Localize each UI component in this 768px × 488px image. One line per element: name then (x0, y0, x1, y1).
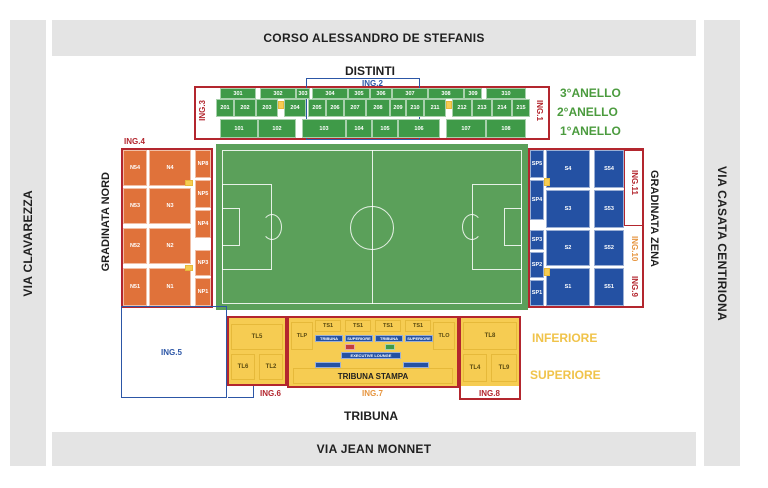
sector-sp1[interactable]: SP1 (530, 280, 544, 306)
sector-ts1-a[interactable]: TS1 (315, 320, 341, 332)
ring3-label: 3°ANELLO (560, 86, 621, 100)
pitch (216, 144, 528, 310)
gate-ing2[interactable]: ING.2 (362, 79, 383, 88)
sector-201[interactable]: 201 (216, 99, 234, 117)
sector-n53[interactable]: N53 (123, 188, 147, 224)
sector-104[interactable]: 104 (346, 119, 372, 138)
sector-tl2[interactable]: TL2 (259, 354, 283, 380)
sector-s53[interactable]: S53 (594, 190, 624, 228)
vip-box-green (385, 344, 395, 350)
gate-ing11[interactable]: ING.11 (630, 170, 639, 195)
ring2-row (216, 99, 530, 117)
sector-205[interactable]: 205 (308, 99, 326, 117)
sector-tl9[interactable]: TL9 (491, 354, 517, 382)
gate-ing6[interactable]: ING.6 (260, 389, 281, 398)
gate-ing1[interactable]: ING.1 (535, 100, 544, 121)
sector-tl6[interactable]: TL6 (231, 354, 255, 380)
gate-ing9[interactable]: ING.9 (630, 276, 639, 297)
sector-107[interactable]: 107 (446, 119, 486, 138)
road-right-label: VIA CASATA CENTIRIONA (715, 165, 729, 321)
ing5-area-fill (228, 384, 254, 398)
sector-101[interactable]: 101 (220, 119, 258, 138)
sector-306[interactable]: 306 (370, 88, 392, 99)
sector-215[interactable]: 215 (512, 99, 530, 117)
sector-303[interactable]: 303 (296, 88, 310, 99)
sector-206[interactable]: 206 (326, 99, 344, 117)
sector-307[interactable]: 307 (392, 88, 428, 99)
sector-302[interactable]: 302 (260, 88, 296, 99)
sector-n52[interactable]: N52 (123, 228, 147, 264)
sector-np5[interactable]: NP5 (195, 180, 211, 208)
tribuna-left (229, 318, 285, 384)
penalty-arc-left (262, 214, 282, 240)
gate-ing8[interactable]: ING.8 (479, 389, 500, 398)
road-left (10, 20, 46, 466)
executive-lounge[interactable]: EXECUTIVE LOUNGE (341, 352, 401, 359)
sector-s2[interactable]: S2 (546, 230, 590, 266)
sector-ts1-d[interactable]: TS1 (405, 320, 431, 332)
sector-n4[interactable]: N4 (149, 150, 191, 186)
sector-tl5[interactable]: TL5 (231, 324, 283, 350)
sector-108[interactable]: 108 (486, 119, 526, 138)
sector-np1[interactable]: NP1 (195, 278, 211, 306)
sector-sp5[interactable]: SP5 (530, 150, 544, 178)
goal-area-left (222, 208, 240, 246)
sector-202[interactable]: 202 (234, 99, 256, 117)
sector-sp2[interactable]: SP2 (530, 252, 544, 278)
ring1-row (220, 119, 526, 138)
sector-211[interactable]: 211 (424, 99, 446, 117)
sector-ts1-b[interactable]: TS1 (345, 320, 371, 332)
tribuna-right (461, 318, 519, 386)
sector-n3[interactable]: N3 (149, 188, 191, 224)
center-circle (350, 206, 394, 250)
sector-305[interactable]: 305 (348, 88, 370, 99)
sector-s54[interactable]: S54 (594, 150, 624, 188)
sector-s4[interactable]: S4 (546, 150, 590, 188)
sector-n2[interactable]: N2 (149, 228, 191, 264)
sector-105[interactable]: 105 (372, 119, 398, 138)
gate-ing5[interactable]: ING.5 (161, 348, 182, 357)
sector-214[interactable]: 214 (492, 99, 512, 117)
sector-tribuna-2[interactable]: TRIBUNA (375, 335, 403, 342)
nord-seating (123, 150, 211, 306)
sector-s3[interactable]: S3 (546, 190, 590, 228)
aisle-marker (185, 265, 193, 271)
sector-s51[interactable]: S51 (594, 268, 624, 306)
tribuna-center (289, 318, 457, 386)
sector-210[interactable]: 210 (406, 99, 424, 117)
sector-n1[interactable]: N1 (149, 268, 191, 306)
sector-tl8[interactable]: TL8 (463, 322, 517, 350)
sector-207[interactable]: 207 (344, 99, 366, 117)
sector-304[interactable]: 304 (312, 88, 348, 99)
ring2-label: 2°ANELLO (557, 105, 618, 119)
tribuna-stampa[interactable]: TRIBUNA STAMPA (293, 368, 453, 384)
aisle-marker (544, 178, 550, 186)
sector-tlp[interactable]: TLP (291, 322, 313, 350)
sector-superiore-1[interactable]: SUPERIORE (345, 335, 373, 342)
sector-106[interactable]: 106 (398, 119, 440, 138)
sector-tribuna-1[interactable]: TRIBUNA (315, 335, 343, 342)
sector-sp4[interactable]: SP4 (530, 180, 544, 220)
sector-np8[interactable]: NP8 (195, 150, 211, 178)
vip-box-red (345, 344, 355, 350)
sector-np4[interactable]: NP4 (195, 210, 211, 238)
level-superiore: SUPERIORE (530, 368, 601, 382)
sector-204[interactable]: 204 (284, 99, 306, 117)
sector-superiore-2[interactable]: SUPERIORE (405, 335, 433, 342)
sector-ts1-c[interactable]: TS1 (375, 320, 401, 332)
sector-n54[interactable]: N54 (123, 150, 147, 186)
aisle-marker (544, 268, 550, 276)
sector-203[interactable]: 203 (256, 99, 278, 117)
level-inferiore: INFERIORE (532, 331, 598, 345)
sector-n51[interactable]: N51 (123, 268, 147, 306)
gate-ing3[interactable]: ING.3 (198, 100, 207, 121)
sector-209[interactable]: 209 (390, 99, 406, 117)
stand-label-tribuna: TRIBUNA (344, 409, 398, 423)
gate-ing10[interactable]: ING.10 (630, 236, 639, 262)
sector-208[interactable]: 208 (366, 99, 390, 117)
sector-309[interactable]: 309 (464, 88, 482, 99)
sector-np3[interactable]: NP3 (195, 250, 211, 276)
sector-308[interactable]: 308 (428, 88, 464, 99)
gate-ing4[interactable]: ING.4 (124, 137, 145, 146)
sector-103[interactable]: 103 (302, 119, 346, 138)
sector-213[interactable]: 213 (472, 99, 492, 117)
sector-301[interactable]: 301 (220, 88, 256, 99)
sector-tl4[interactable]: TL4 (463, 354, 487, 382)
sector-s1[interactable]: S1 (546, 268, 590, 306)
aisle-marker (185, 180, 193, 186)
gate-ing7[interactable]: ING.7 (362, 389, 383, 398)
stand-label-distinti: DISTINTI (345, 64, 395, 78)
zena-seating (530, 150, 624, 306)
sector-102[interactable]: 102 (258, 119, 296, 138)
sector-tlo[interactable]: TLO (433, 322, 455, 350)
sector-s52[interactable]: S52 (594, 230, 624, 266)
sector-310[interactable]: 310 (486, 88, 526, 99)
sector-212[interactable]: 212 (452, 99, 472, 117)
ring3-row (220, 88, 526, 99)
road-left-label: VIA CLAVAREZZA (21, 189, 35, 297)
sector-sp3[interactable]: SP3 (530, 230, 544, 250)
stand-label-zena: GRADINATA ZENA (648, 170, 660, 267)
penalty-arc-right (462, 214, 482, 240)
ring1-label: 1°ANELLO (560, 124, 621, 138)
road-right (704, 20, 740, 466)
goal-area-right (504, 208, 522, 246)
road-bottom: VIA JEAN MONNET (52, 432, 696, 466)
road-top: CORSO ALESSANDRO DE STEFANIS (52, 20, 696, 56)
stand-label-nord: GRADINATA NORD (100, 172, 112, 272)
